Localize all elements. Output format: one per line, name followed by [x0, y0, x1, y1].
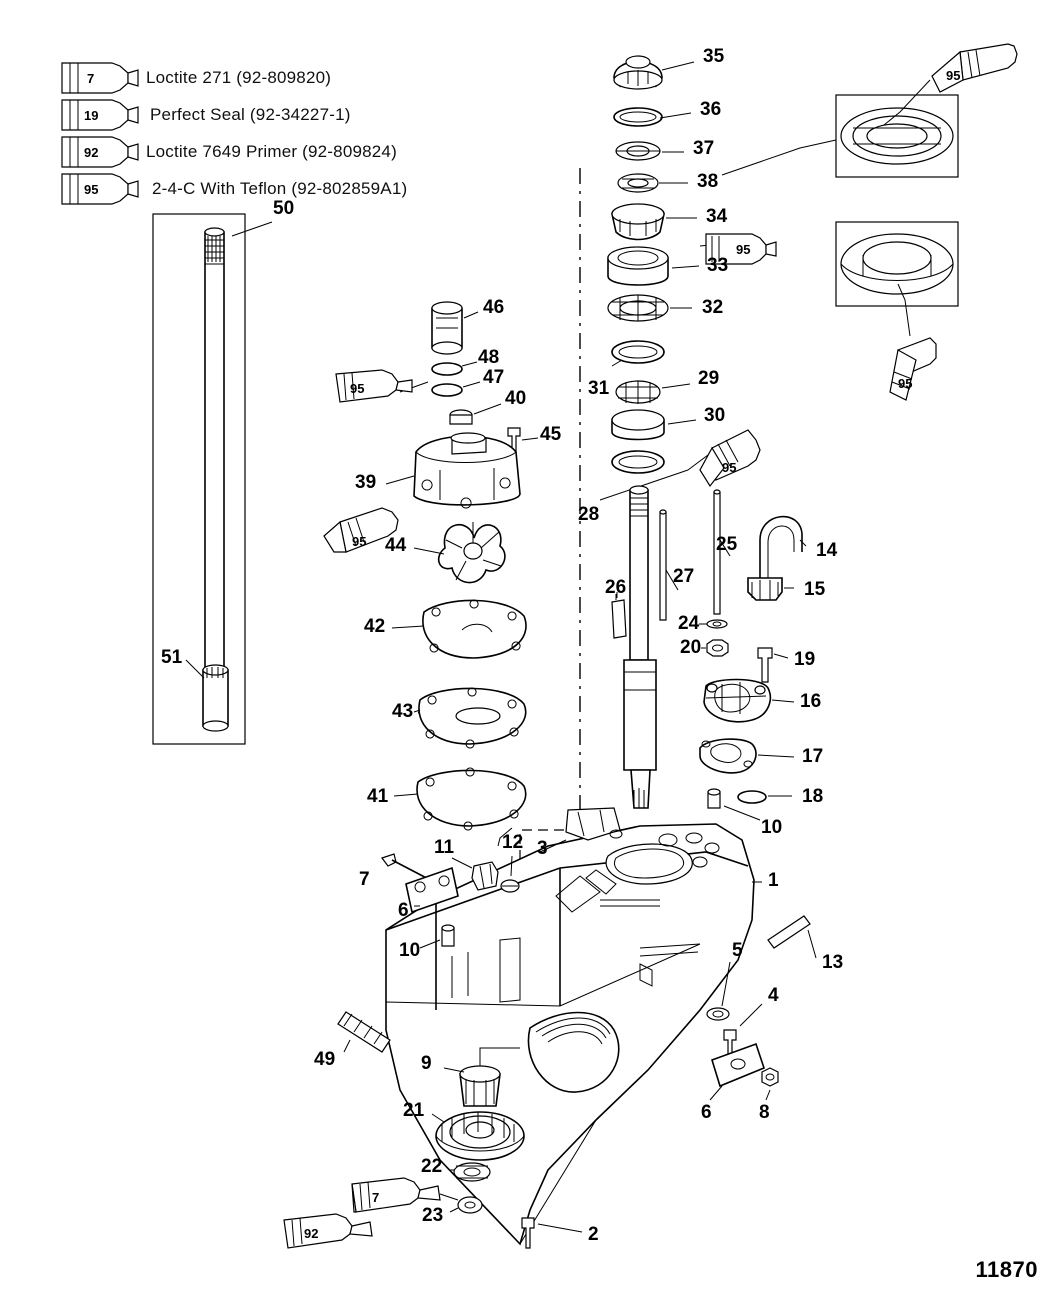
grease-tube-icon: [336, 370, 412, 402]
grease-tube-number: 95: [736, 242, 751, 257]
part-36-oring: [614, 108, 662, 126]
part-35-cap: [614, 56, 662, 89]
part-17-gasket: [700, 739, 756, 773]
part-10-pin-left: [442, 925, 454, 946]
callout-17: 17: [802, 746, 824, 767]
part-33-race: [608, 247, 668, 285]
grease-tube-number: 95: [722, 460, 737, 475]
callout-9: 9: [421, 1053, 432, 1074]
part-43-plate: [419, 688, 526, 748]
grease-tube-icon: [700, 430, 760, 486]
part-42-face-plate: [423, 600, 526, 658]
callout-49: 49: [314, 1049, 336, 1070]
part-13-rod: [768, 916, 810, 948]
part-15-connector: [748, 578, 782, 600]
callout-1: 1: [768, 870, 779, 891]
callout-3: 3: [537, 838, 548, 859]
part-8-nut: [762, 1068, 778, 1086]
part-44-impeller: [439, 522, 505, 583]
part-26-key: [612, 600, 626, 638]
legend-tube-icon-92: [62, 137, 138, 167]
legend-text-0: Loctite 271 (92-809820): [146, 68, 332, 87]
part-6-anode-right: [712, 1044, 764, 1086]
grease-tube-number: 95: [350, 381, 365, 396]
part-19-bolt: [758, 648, 772, 682]
callout-20: 20: [680, 637, 702, 658]
callout-48: 48: [478, 347, 500, 368]
callout-6: 6: [701, 1102, 712, 1123]
callout-25: 25: [716, 534, 738, 555]
part-32-bearing: [608, 295, 668, 321]
callout-41: 41: [367, 786, 389, 807]
callout-38: 38: [697, 171, 719, 192]
callout-19: 19: [794, 649, 816, 670]
callout-4: 4: [768, 985, 779, 1006]
callout-5: 5: [732, 940, 743, 961]
legend-tube-icon-7: [62, 63, 138, 93]
callout-28: 28: [578, 504, 600, 525]
grease-tube-number: 92: [304, 1226, 319, 1241]
callout-6: 6: [398, 900, 409, 921]
part-18-oring: [738, 791, 766, 803]
callout-39: 39: [355, 472, 377, 493]
callout-46: 46: [483, 297, 505, 318]
part-41-gasket: [417, 768, 526, 830]
callout-29: 29: [698, 368, 720, 389]
callout-33: 33: [707, 255, 729, 276]
callout-40: 40: [505, 388, 527, 409]
callout-21: 21: [403, 1100, 425, 1121]
callout-13: 13: [822, 952, 844, 973]
callout-22: 22: [421, 1156, 443, 1177]
part-23-nut: [458, 1197, 482, 1213]
callout-14: 14: [816, 540, 838, 561]
callout-12: 12: [502, 832, 524, 853]
callout-10: 10: [761, 817, 783, 838]
callout-50: 50: [273, 198, 295, 219]
legend-tube-number-0: 7: [87, 71, 95, 86]
part-21-gear: [436, 1112, 524, 1160]
callout-16: 16: [800, 691, 822, 712]
legend-tube-number-1: 19: [84, 108, 99, 123]
part-22-washer: [454, 1163, 490, 1181]
part-5-washer: [707, 1008, 729, 1020]
grease-tube-icon: [890, 338, 936, 400]
legend-text-3: 2-4-C With Teflon (92-802859A1): [152, 179, 408, 198]
grease-tube-icon: [284, 1214, 372, 1248]
part-16-pump-base: [704, 680, 770, 722]
callout-43: 43: [392, 701, 414, 722]
driveshaft-assembly: [624, 486, 656, 808]
legend-tube-icon-19: [62, 100, 138, 130]
part-29-bearing: [616, 381, 660, 404]
part-12-washer: [501, 880, 519, 892]
part-9-bearing: [460, 1066, 500, 1106]
race-cutaway: [841, 234, 953, 294]
part-39-pump-body: [414, 433, 520, 508]
part-40-seal: [450, 410, 472, 424]
legend-tube-number-2: 92: [84, 145, 99, 160]
part-47-oring: [432, 384, 462, 396]
callout-18: 18: [802, 786, 824, 807]
callout-34: 34: [706, 206, 728, 227]
legend-tube-number-3: 95: [84, 182, 99, 197]
part-49-shim: [338, 1012, 390, 1052]
callout-2: 2: [588, 1224, 599, 1245]
legend-text-1: Perfect Seal (92-34227-1): [150, 105, 351, 124]
callout-24: 24: [678, 613, 700, 634]
grease-tube-number: 7: [372, 1190, 380, 1205]
part-30-race: [612, 410, 664, 440]
callout-26: 26: [605, 577, 627, 598]
driveshaft-50: [205, 228, 224, 690]
part-34-bearing-cone: [612, 204, 664, 240]
part-31-oring: [612, 341, 664, 363]
callout-10: 10: [399, 940, 421, 961]
callout-36: 36: [700, 99, 722, 120]
legend-tube-icon-95: [62, 174, 138, 204]
callout-30: 30: [704, 405, 726, 426]
grease-tube-number: 95: [898, 376, 913, 391]
bearing-cutaway: [841, 108, 953, 164]
callout-23: 23: [422, 1205, 444, 1226]
driveshaft-sleeve-51: [203, 665, 228, 731]
callout-37: 37: [693, 138, 715, 159]
part-48-oring: [432, 363, 462, 375]
part-27-shaft: [660, 510, 666, 620]
callout-42: 42: [364, 616, 386, 637]
callout-35: 35: [703, 46, 725, 67]
part-20-nut: [707, 640, 728, 656]
callout-47: 47: [483, 367, 505, 388]
grease-tube-icon: [932, 44, 1017, 92]
part-46-insert: [432, 302, 462, 354]
part-28-oring: [612, 451, 664, 473]
grease-tube-number: 95: [946, 68, 961, 83]
part-10-pin-top: [708, 789, 720, 808]
callout-51: 51: [161, 647, 183, 668]
drawing-id: 11870: [975, 1257, 1038, 1282]
part-38-bearing: [618, 174, 658, 192]
part-11-plug: [472, 862, 498, 890]
callout-44: 44: [385, 535, 407, 556]
callout-31: 31: [588, 378, 610, 399]
callout-15: 15: [804, 579, 826, 600]
callout-7: 7: [359, 869, 370, 890]
part-24-washer: [707, 620, 727, 628]
callout-45: 45: [540, 424, 562, 445]
callout-8: 8: [759, 1102, 770, 1123]
callout-32: 32: [702, 297, 724, 318]
part-37-seal: [616, 142, 660, 160]
callout-11: 11: [434, 837, 455, 858]
callout-27: 27: [673, 566, 695, 587]
grease-tube-number: 95: [352, 534, 367, 549]
legend-text-2: Loctite 7649 Primer (92-809824): [146, 142, 397, 161]
